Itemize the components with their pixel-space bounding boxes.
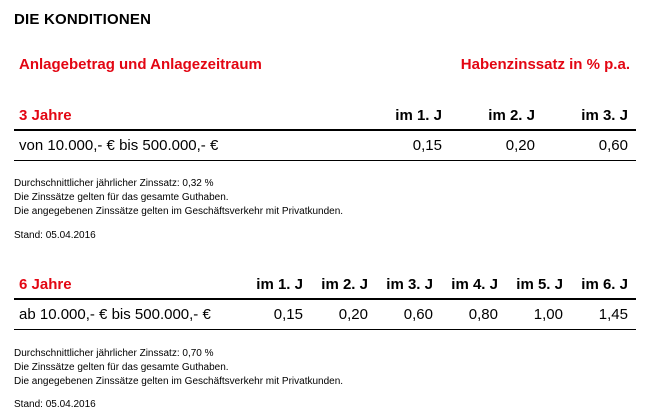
note-total-balance: Die Zinssätze gelten für das gesamte Guthaben. — [14, 192, 229, 203]
table-bottom-rule — [14, 329, 636, 330]
rate-year-2: 0,20 — [505, 137, 535, 154]
page-title: DIE KONDITIONEN — [14, 11, 152, 28]
table-header — [14, 103, 636, 129]
table-row — [14, 131, 636, 160]
rate-year-4: 0,80 — [468, 306, 498, 323]
note-total-balance: Die Zinssätze gelten für das gesamte Guthaben. — [14, 362, 229, 373]
notes-3-jahre — [14, 177, 343, 219]
notes-6-jahre — [14, 347, 343, 389]
stand-date: Stand: 05.04.2016 — [14, 230, 96, 241]
table-bottom-rule — [14, 160, 636, 161]
rate-year-6: 1,45 — [598, 306, 628, 323]
period-label: 3 Jahre — [19, 107, 72, 124]
note-private-customers: Die angegebenen Zinssätze gelten im Geschäftsverkehr mit Privatkunden. — [14, 206, 344, 217]
rate-year-3: 0,60 — [598, 137, 628, 154]
rate-year-1: 0,15 — [412, 137, 442, 154]
column-header-year-1: im 1. J — [395, 107, 442, 124]
column-header-year-5: im 5. J — [516, 276, 563, 293]
column-header-year-1: im 1. J — [256, 276, 303, 293]
stand-date: Stand: 05.04.2016 — [14, 399, 96, 410]
column-header-year-3: im 3. J — [386, 276, 433, 293]
column-header-year-4: im 4. J — [451, 276, 498, 293]
header-habenzinssatz: Habenzinssatz in % p.a. — [460, 56, 630, 73]
table-3-jahre — [14, 103, 636, 161]
rate-year-1: 0,15 — [273, 306, 303, 323]
column-header-year-3: im 3. J — [581, 107, 628, 124]
rate-year-3: 0,60 — [403, 306, 433, 323]
rate-year-2: 0,20 — [338, 306, 368, 323]
column-header-year-2: im 2. J — [488, 107, 535, 124]
table-row — [14, 300, 636, 329]
table-header — [14, 272, 636, 298]
column-header-year-2: im 2. J — [321, 276, 368, 293]
amount-range: von 10.000,- € bis 500.000,- € — [19, 137, 219, 154]
rate-year-5: 1,00 — [533, 306, 563, 323]
note-private-customers: Die angegebenen Zinssätze gelten im Geschäftsverkehr mit Privatkunden. — [14, 376, 344, 387]
header-anlagebetrag: Anlagebetrag und Anlagezeitraum — [19, 56, 262, 73]
amount-range: ab 10.000,- € bis 500.000,- € — [19, 306, 211, 323]
column-header-year-6: im 6. J — [581, 276, 628, 293]
note-average-rate: Durchschnittlicher jährlicher Zinssatz: 0,32 % — [14, 178, 214, 189]
table-6-jahre — [14, 272, 636, 330]
note-average-rate: Durchschnittlicher jährlicher Zinssatz: 0,70 % — [14, 348, 214, 359]
period-label: 6 Jahre — [19, 276, 72, 293]
